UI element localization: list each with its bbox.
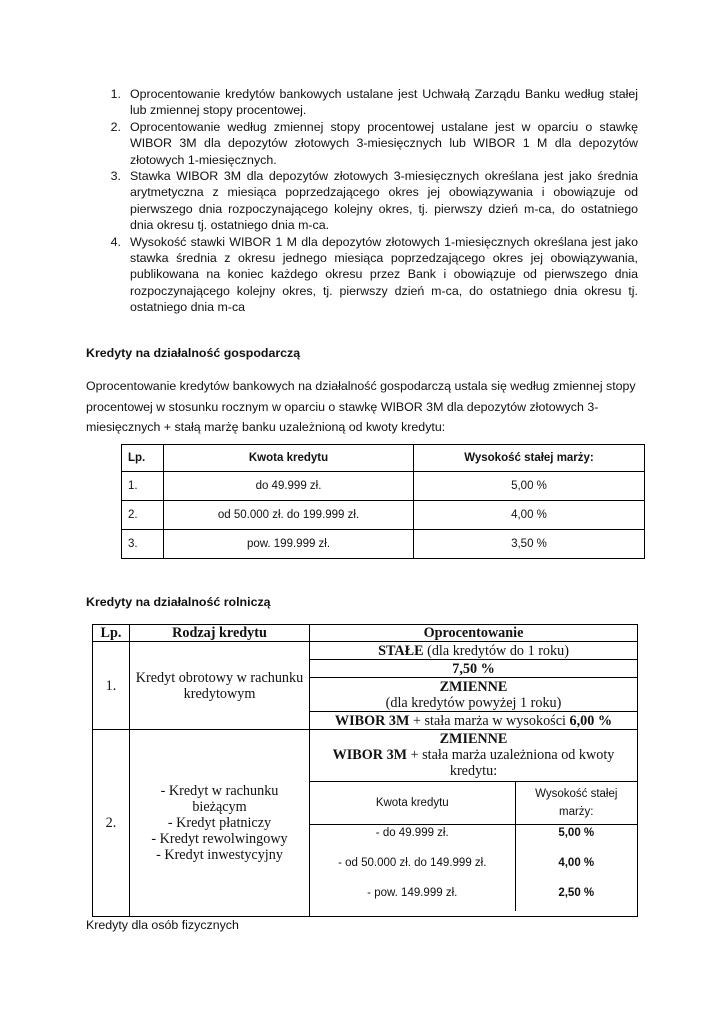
list-item: 1. Oprocentowanie kredytów bankowych ustalane jest Uchwałą Zarządu Banku według stałej lub zmiennej stopy procentowej. <box>110 87 638 118</box>
table-row: 1. Kredyt obrotowy w rachunku kredytowym STAŁE (dla kredytów do 1 roku) <box>93 642 638 660</box>
table-row: - od 50.000 zł. do 149.999 zł. 4,00 % <box>310 855 637 885</box>
table-header-row: Lp. Kwota kredytu Wysokość stałej marży: <box>122 445 645 472</box>
list-item: 2. Oprocentowanie według zmiennej stopy procentowej ustalane jest w oparciu o stawkę WIBOR 3M dla depozytów złotowych 3-miesięcznych lub WIBOR 1 M dla depozytów złotowych 1-miesięcznych. <box>110 119 638 167</box>
business-margin-table <box>121 444 645 559</box>
business-heading: Kredyty na działalność gospodarczą <box>86 346 301 360</box>
fixed-rate: 7,50 % <box>310 660 638 678</box>
rules-list <box>86 86 638 316</box>
agri-rate-table <box>92 624 638 917</box>
table-header-row: Kwota kredytu Wysokość stałej marży: <box>310 782 637 825</box>
table-row: 3. pow. 199.999 zł. 3,50 % <box>122 530 645 559</box>
variable-rate: WIBOR 3M + stała marża w wysokości 6,00 % <box>310 712 638 730</box>
list-item: 4. Wysokość stawki WIBOR 1 M dla depozytów złotowych 1-miesięcznych określana jest jako stawka średnia z okresu jednego miesiąca poprzedzającego okres jej obowiązywania, publikowana na koniec każdego okresu przez Bank i obowiązuje od pierwszego dnia rozpoczynającego kolejny okres, tj. pierwszy dzień m-ca, do ostatniego dnia okresu tj. ostatniego dnia m-ca <box>110 234 638 315</box>
table-row: - pow. 149.999 zł. 2,50 % <box>310 885 637 911</box>
footer-heading: Kredyty dla osób fizycznych <box>86 918 239 932</box>
fixed-label: STAŁE (dla kredytów do 1 roku) <box>310 642 638 660</box>
tier-table <box>310 781 637 911</box>
variable-label: ZMIENNE (dla kredytów powyżej 1 roku) <box>310 678 638 712</box>
variable-tiers: ZMIENNE WIBOR 3M + stała marża uzależniona od kwoty kredytu: Kwota kredytu Wysokość stałej marży: - do 49.999 zł. 5,00 % - od 50.000 zł. do 149.999 zł. 4,00 % - pow. 149.999 zł. 2,50 % <box>310 730 638 917</box>
table-row: 2. od 50.000 zł. do 199.999 zł. 4,00 % <box>122 501 645 530</box>
table-row: - do 49.999 zł. 5,00 % <box>310 825 637 856</box>
agri-heading: Kredyty na działalność rolniczą <box>86 595 271 609</box>
list-item: 3. Stawka WIBOR 3M dla depozytów złotowych 3-miesięcznych określana jest jako średnia arytmetyczna z miesiąca poprzedzającego okres jej obowiązywania i obowiązuje od pierwszego dnia rozpoczynającego kolejny okres, tj. pierwszy dzień m-ca, do ostatniego dnia okresu tj. ostatniego dnia m-ca. <box>110 169 638 233</box>
table-row: 2. - Kredyt w rachunku bieżącym - Kredyt płatniczy - Kredyt rewolwingowy - Kredyt inwestycyjny ZMIENNE WIBOR 3M + stała marża uzależniona od kwoty kredytu: Kwota kredytu Wysokość stałej marży: - do 49.999 zł. 5,00 % - od 50.000 zł. do 149.999 zł. 4,00 % - pow. 149.999 zł. 2,50 % <box>93 730 638 917</box>
table-row: 1. do 49.999 zł. 5,00 % <box>122 472 645 501</box>
business-paragraph: Oprocentowanie kredytów bankowych na działalność gospodarczą ustala się według zmiennej stopy procentowej w stosunku rocznym w oparciu o stawkę WIBOR 3M dla depozytów złotowych 3-miesięcznych + stałą marżę banku uzależnioną od kwoty kredytu: <box>86 379 636 434</box>
table-header-row: Lp. Rodzaj kredytu Oprocentowanie <box>93 625 638 642</box>
credit-types: - Kredyt w rachunku bieżącym - Kredyt płatniczy - Kredyt rewolwingowy - Kredyt inwestycyjny <box>130 730 310 917</box>
